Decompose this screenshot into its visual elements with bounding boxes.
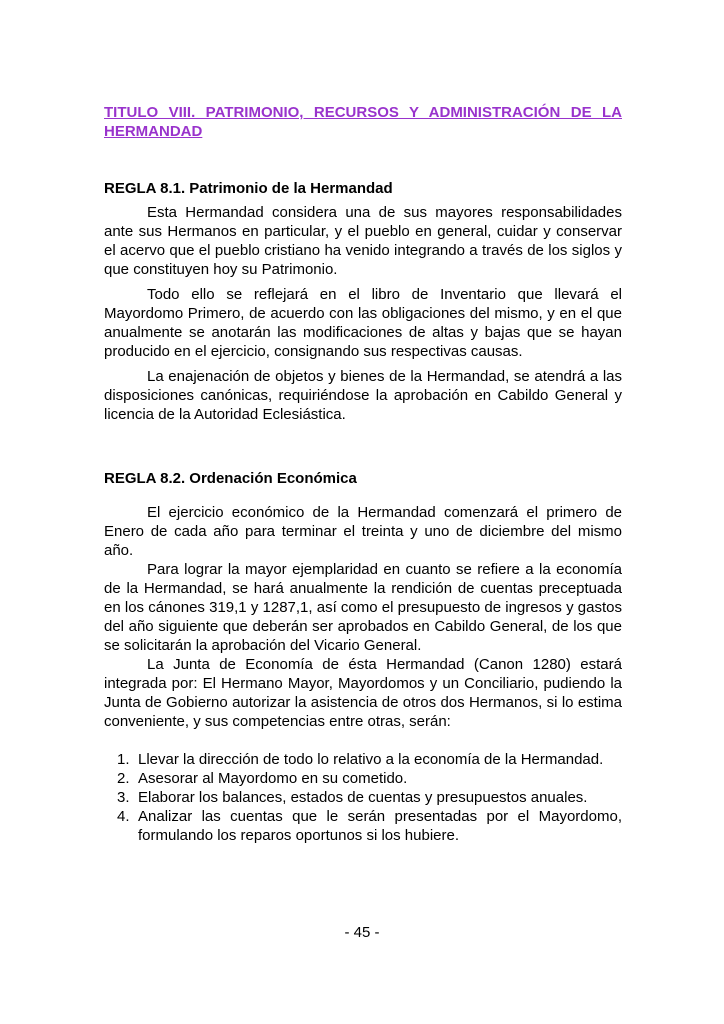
spacer	[104, 488, 622, 503]
section-heading-8-2: REGLA 8.2. Ordenación Económica	[104, 470, 357, 487]
list-item-text: Asesorar al Mayordomo en su cometido.	[138, 770, 408, 787]
list-item	[104, 788, 622, 807]
paragraph: El ejercicio económico de la Hermandad comenzará el primero de Enero de cada año para terminar el treinta y uno de diciembre del mismo año.	[104, 504, 622, 559]
spacer	[104, 141, 622, 179]
spacer	[104, 424, 622, 469]
list-item-number: 2.	[117, 770, 130, 787]
document-page	[104, 103, 622, 845]
list-item-text: Analizar las cuentas que le serán presentadas por el Mayordomo, formulando los reparos oportunos si los hubiere.	[138, 808, 622, 844]
spacer	[104, 731, 622, 750]
page-number: - 45 -	[344, 924, 380, 941]
list-item	[104, 750, 622, 769]
paragraph: Esta Hermandad considera una de sus mayores responsabilidades ante sus Hermanos en particular, y el pueblo en general, cuidar y conservar el acervo que el pueblo cristiano ha venido integrando a través de los siglos y que constituyen hoy su Patrimonio.	[104, 204, 622, 278]
paragraph: La Junta de Economía de ésta Hermandad (Canon 1280) estará integrada por: El Hermano Mayor, Mayordomos y un Conciliario, pudiendo la Junta de Gobierno autorizar la asistencia de otros dos Hermanos, si lo estima conveniente, y sus competencias entre otras, serán:	[104, 656, 622, 730]
list-item	[104, 807, 622, 845]
list-item-number: 3.	[117, 789, 130, 806]
list-item-text: Elaborar los balances, estados de cuentas y presupuestos anuales.	[138, 789, 588, 806]
competencies-list	[104, 750, 622, 845]
list-item	[104, 769, 622, 788]
list-item-number: 4.	[117, 808, 130, 825]
list-item-text: Llevar la dirección de todo lo relativo a la economía de la Hermandad.	[138, 751, 604, 768]
paragraph: La enajenación de objetos y bienes de la Hermandad, se atendrá a las disposiciones canónicas, requiriéndose la aprobación en Cabildo General y licencia de la Autoridad Eclesiástica.	[104, 368, 622, 423]
paragraph: Para lograr la mayor ejemplaridad en cuanto se refiere a la economía de la Hermandad, se hará anualmente la rendición de cuentas preceptuada en los cánones 319,1 y 1287,1, así como el presupuesto de ingresos y gastos del año siguiente que deberán ser aprobados en Cabildo General, de los que se solicitarán la aprobación del Vicario General.	[104, 561, 622, 654]
chapter-title: TITULO VIII. PATRIMONIO, RECURSOS Y ADMINISTRACIÓN DE LA HERMANDAD	[104, 104, 622, 140]
section-heading-8-1: REGLA 8.1. Patrimonio de la Hermandad	[104, 180, 393, 197]
paragraph: Todo ello se reflejará en el libro de Inventario que llevará el Mayordomo Primero, de acuerdo con las obligaciones del mismo, y en el que anualmente se anotarán las modificaciones de altas y bajas que se hayan producido en el ejercicio, consignando sus respectivas causas.	[104, 286, 622, 360]
list-item-number: 1.	[117, 751, 130, 768]
